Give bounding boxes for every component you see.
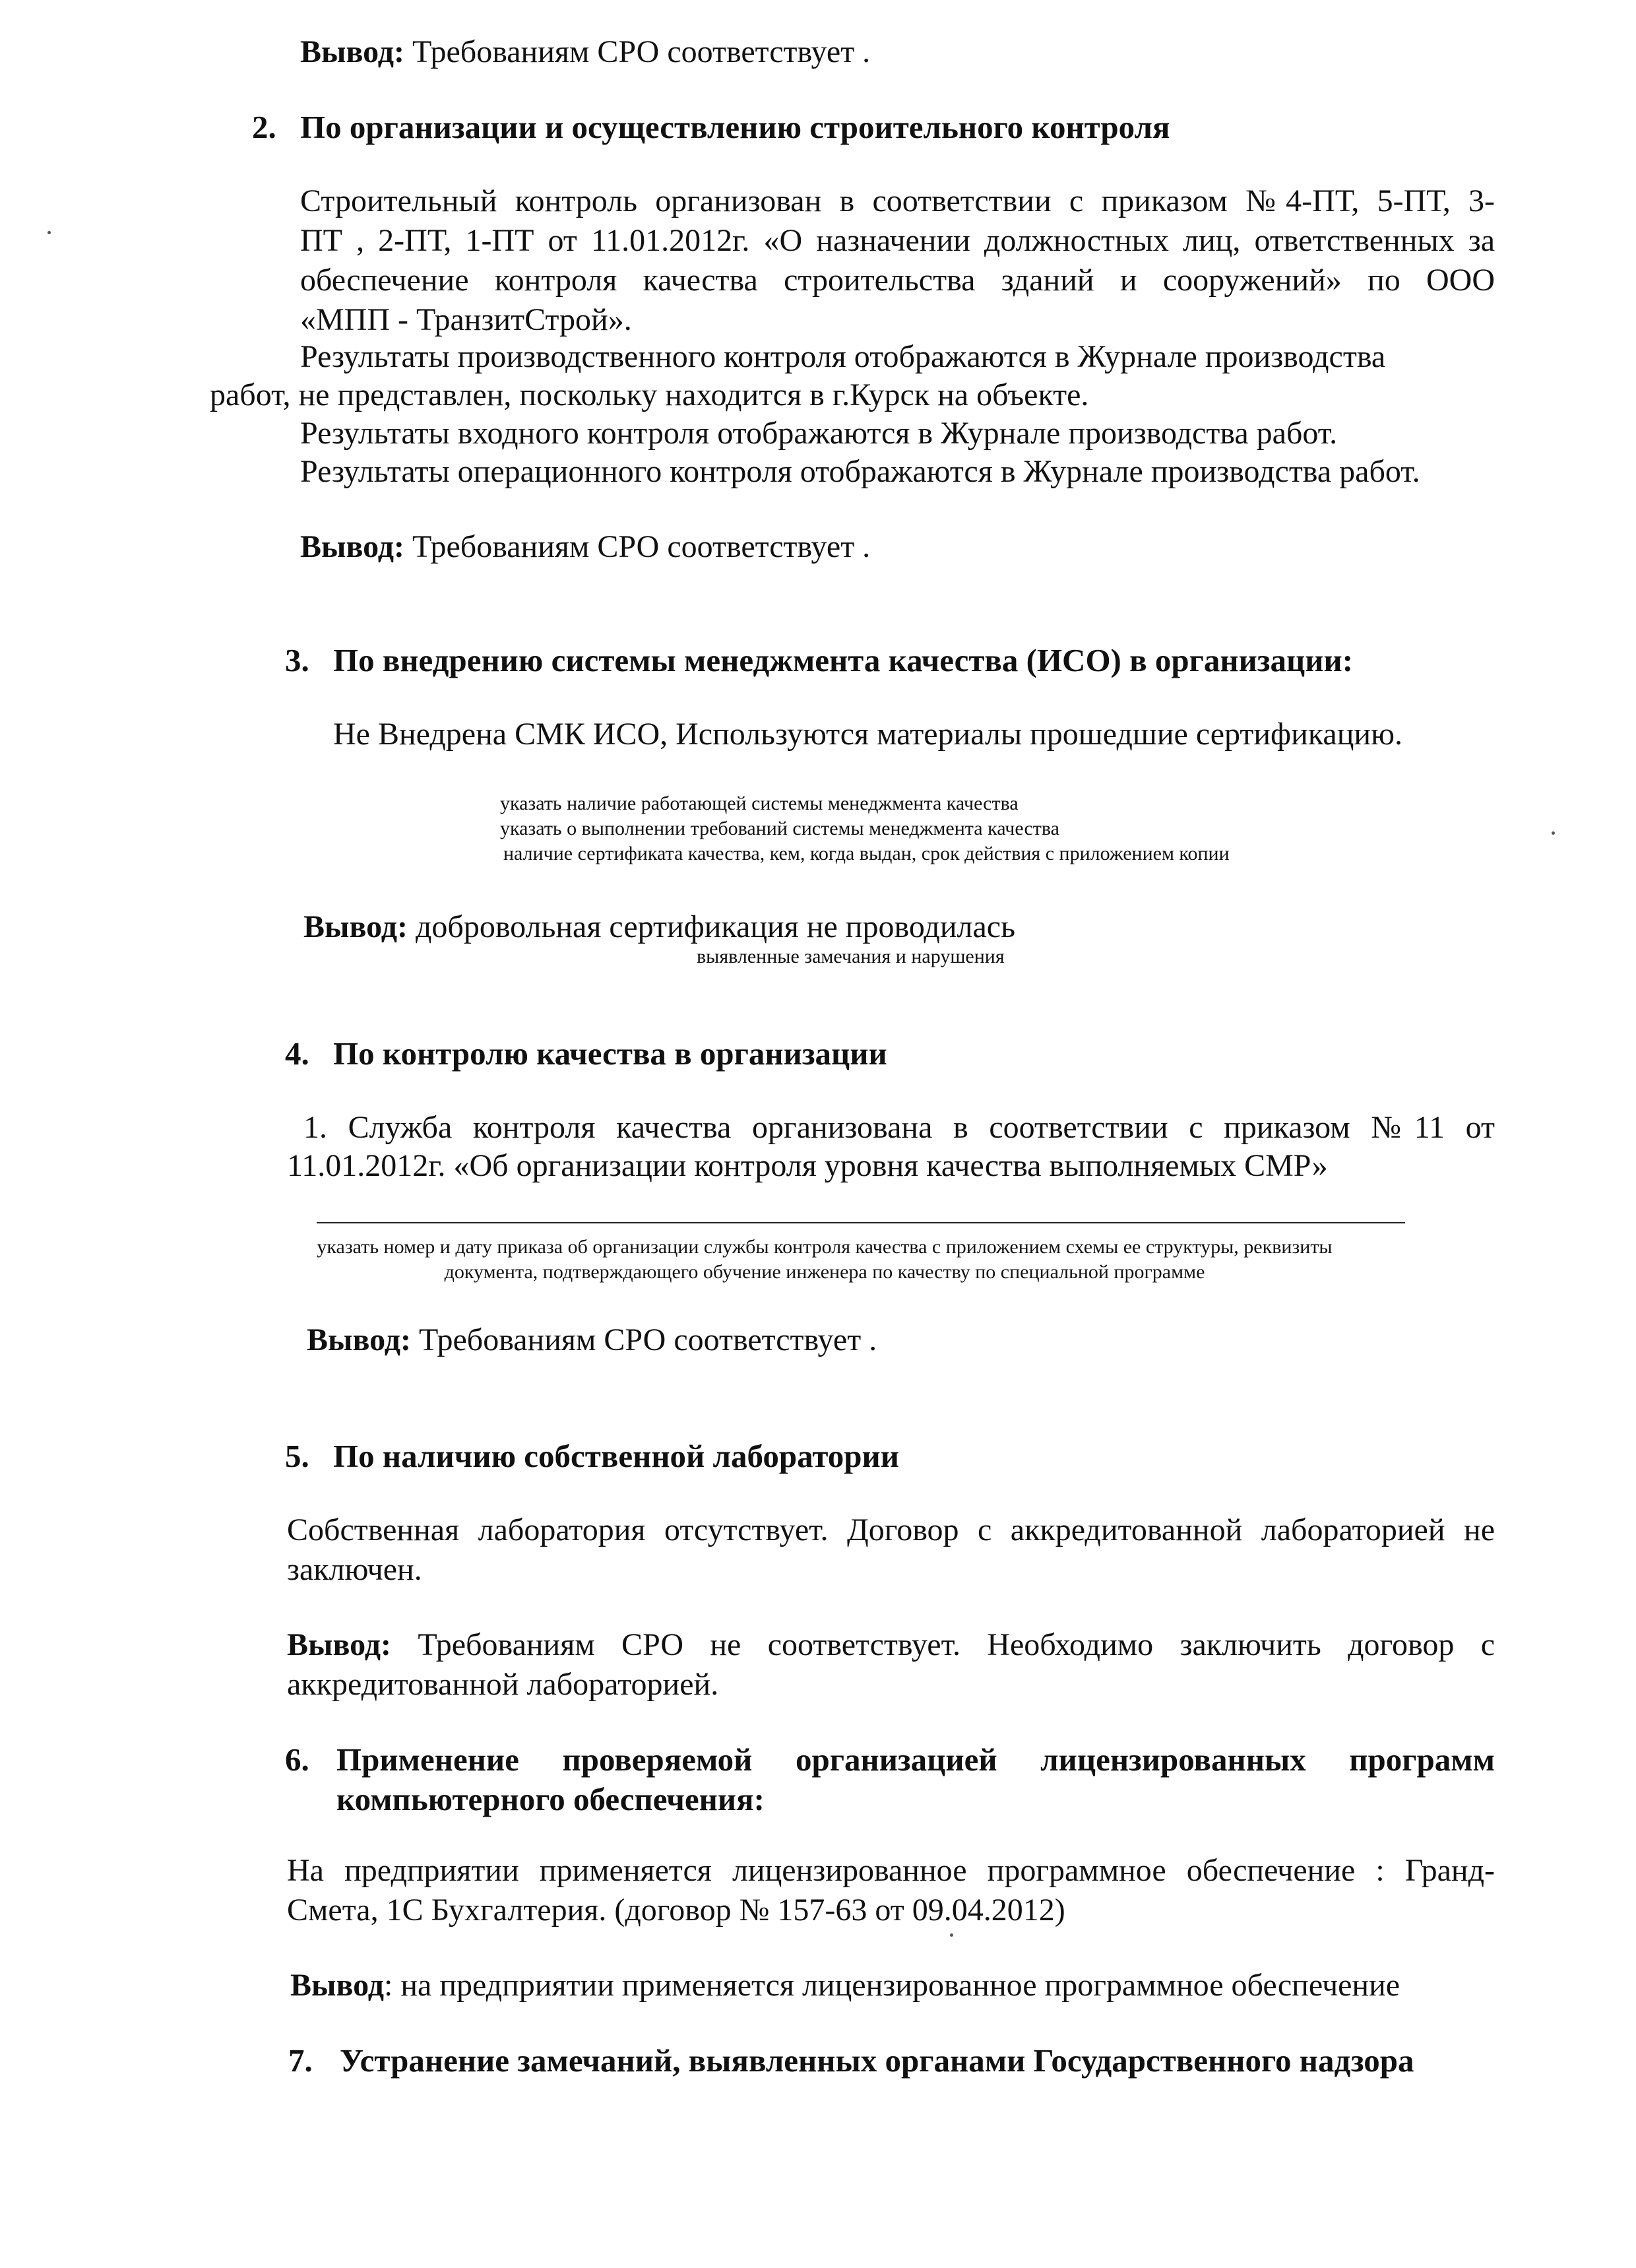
section-2-para-4: Результаты операционного контроля отображаются в Журнале производства работ.: [300, 454, 1420, 489]
conclusion-2: [300, 528, 870, 566]
conclusion-text: добровольная сертификация не проводилась: [407, 909, 1015, 944]
conclusion-label: Вывод:: [300, 34, 404, 69]
section-2-para-1-line-4: «МПП - ТранзитСтрой».: [300, 302, 632, 337]
section-4-title: По контролю качества в организации: [333, 1035, 887, 1072]
section-3-para-1: Не Внедрена СМК ИСО, Используются материалы прошедшие сертификацию.: [333, 717, 1402, 752]
section-4-para-1-line-2: 11.01.2012г. «Об организации контроля уровня качества выполняемых СМР»: [287, 1148, 1328, 1183]
conclusion-5-line-1: [287, 1626, 1495, 1664]
section-5-para-1-line-2: заключен.: [287, 1552, 422, 1587]
section-2-para-1-line-1: Строительный контроль организован в соответствии с приказом №4-ПТ, 5-ПТ, 3-: [300, 183, 1495, 218]
section-5-title: По наличию собственной лаборатории: [333, 1438, 900, 1474]
section-6-para-1-line-1: На предприятии применяется лицензированное программное обеспечение : Гранд-: [287, 1853, 1495, 1888]
section-2-para-2-line-2: работ, не представлен, поскольку находится в г.Курск на объекте.: [210, 377, 1089, 412]
section-5-number: 5.: [285, 1438, 309, 1474]
conclusion-text: Требованиям СРО соответствует .: [410, 1322, 877, 1357]
conclusion-text: Требованиям СРО соответствует .: [404, 529, 871, 564]
conclusion-4: [307, 1321, 877, 1359]
section-6-para-1-line-2: Смета, 1С Бухгалтерия. (договор № 157-63 от 09.04.2012): [287, 1893, 1065, 1928]
signature-line: [317, 1222, 1405, 1223]
conclusion-label: Вывод:: [307, 1322, 411, 1357]
section-6-number: 6.: [285, 1741, 309, 1778]
conclusion-6: [290, 1966, 1400, 2005]
section-7-number: 7.: [288, 2042, 313, 2079]
section-4-note-2: документа, подтверждающего обучение инженера по качеству по специальной программе: [444, 1261, 1205, 1283]
conclusion-0: [300, 33, 870, 71]
scan-speck: [950, 1933, 953, 1937]
section-2-title: По организации и осуществлению строительного контроля: [300, 109, 1170, 145]
section-2-number: 2.: [252, 109, 276, 145]
section-2-para-2-line-1: Результаты производственного контроля отображаются в Журнале производства: [300, 339, 1386, 374]
conclusion-text: Требованиям СРО соответствует .: [404, 34, 871, 69]
section-7-title: Устранение замечаний, выявленных органами Государственного надзора: [340, 2042, 1414, 2079]
section-3-note-2: указать о выполнении требований системы менеджмента качества: [500, 818, 1059, 839]
section-3-title: По внедрению системы менеджмента качества (ИСО) в организации:: [333, 642, 1354, 678]
section-4-note-1: указать номер и дату приказа об организации службы контроля качества с приложением схемы ее структуры, реквизиты: [317, 1236, 1333, 1258]
conclusion-label: Вывод:: [300, 529, 404, 564]
conclusion-5-line-2: аккредитованной лабораторией.: [287, 1667, 719, 1702]
scan-speck: [47, 231, 51, 234]
section-3-conclusion-note: выявленные замечания и нарушения: [697, 946, 1005, 967]
section-3-number: 3.: [285, 642, 309, 678]
section-3-note-1: указать наличие работающей системы менеджмента качества: [500, 793, 1019, 814]
conclusion-text: Требованиям СРО не соответствует. Необходимо заключить договор с: [391, 1627, 1495, 1662]
section-2-para-3: Результаты входного контроля отображаются в Журнале производства работ.: [300, 416, 1338, 451]
section-6-title-line-2: компьютерного обеспечения:: [336, 1781, 765, 1817]
scan-speck: [1552, 831, 1555, 835]
conclusion-3: [303, 908, 1015, 946]
section-2-para-1-line-2: ПТ , 2-ПТ, 1-ПТ от 11.01.2012г. «О назначении должностных лиц, ответственных за: [300, 223, 1495, 258]
section-4-para-1-line-1: 1. Служба контроля качества организована в соответствии с приказом №11 от: [303, 1110, 1495, 1145]
section-3-note-3: наличие сертификата качества, кем, когда выдан, срок действия с приложением копии: [503, 843, 1230, 864]
conclusion-label: Вывод: [290, 1968, 384, 2003]
section-4-number: 4.: [285, 1035, 309, 1072]
section-6-title-line-1: Применение проверяемой организацией лицензированных программ: [336, 1741, 1495, 1778]
conclusion-text: : на предприятии применяется лицензированное программное обеспечение: [383, 1968, 1400, 2003]
section-5-para-1-line-1: Собственная лаборатория отсутствует. Договор с аккредитованной лабораторией не: [287, 1512, 1495, 1547]
section-2-para-1-line-3: обеспечение контроля качества строительства зданий и сооружений» по ООО: [300, 263, 1495, 298]
conclusion-label: Вывод:: [287, 1627, 391, 1662]
conclusion-label: Вывод:: [303, 909, 408, 944]
